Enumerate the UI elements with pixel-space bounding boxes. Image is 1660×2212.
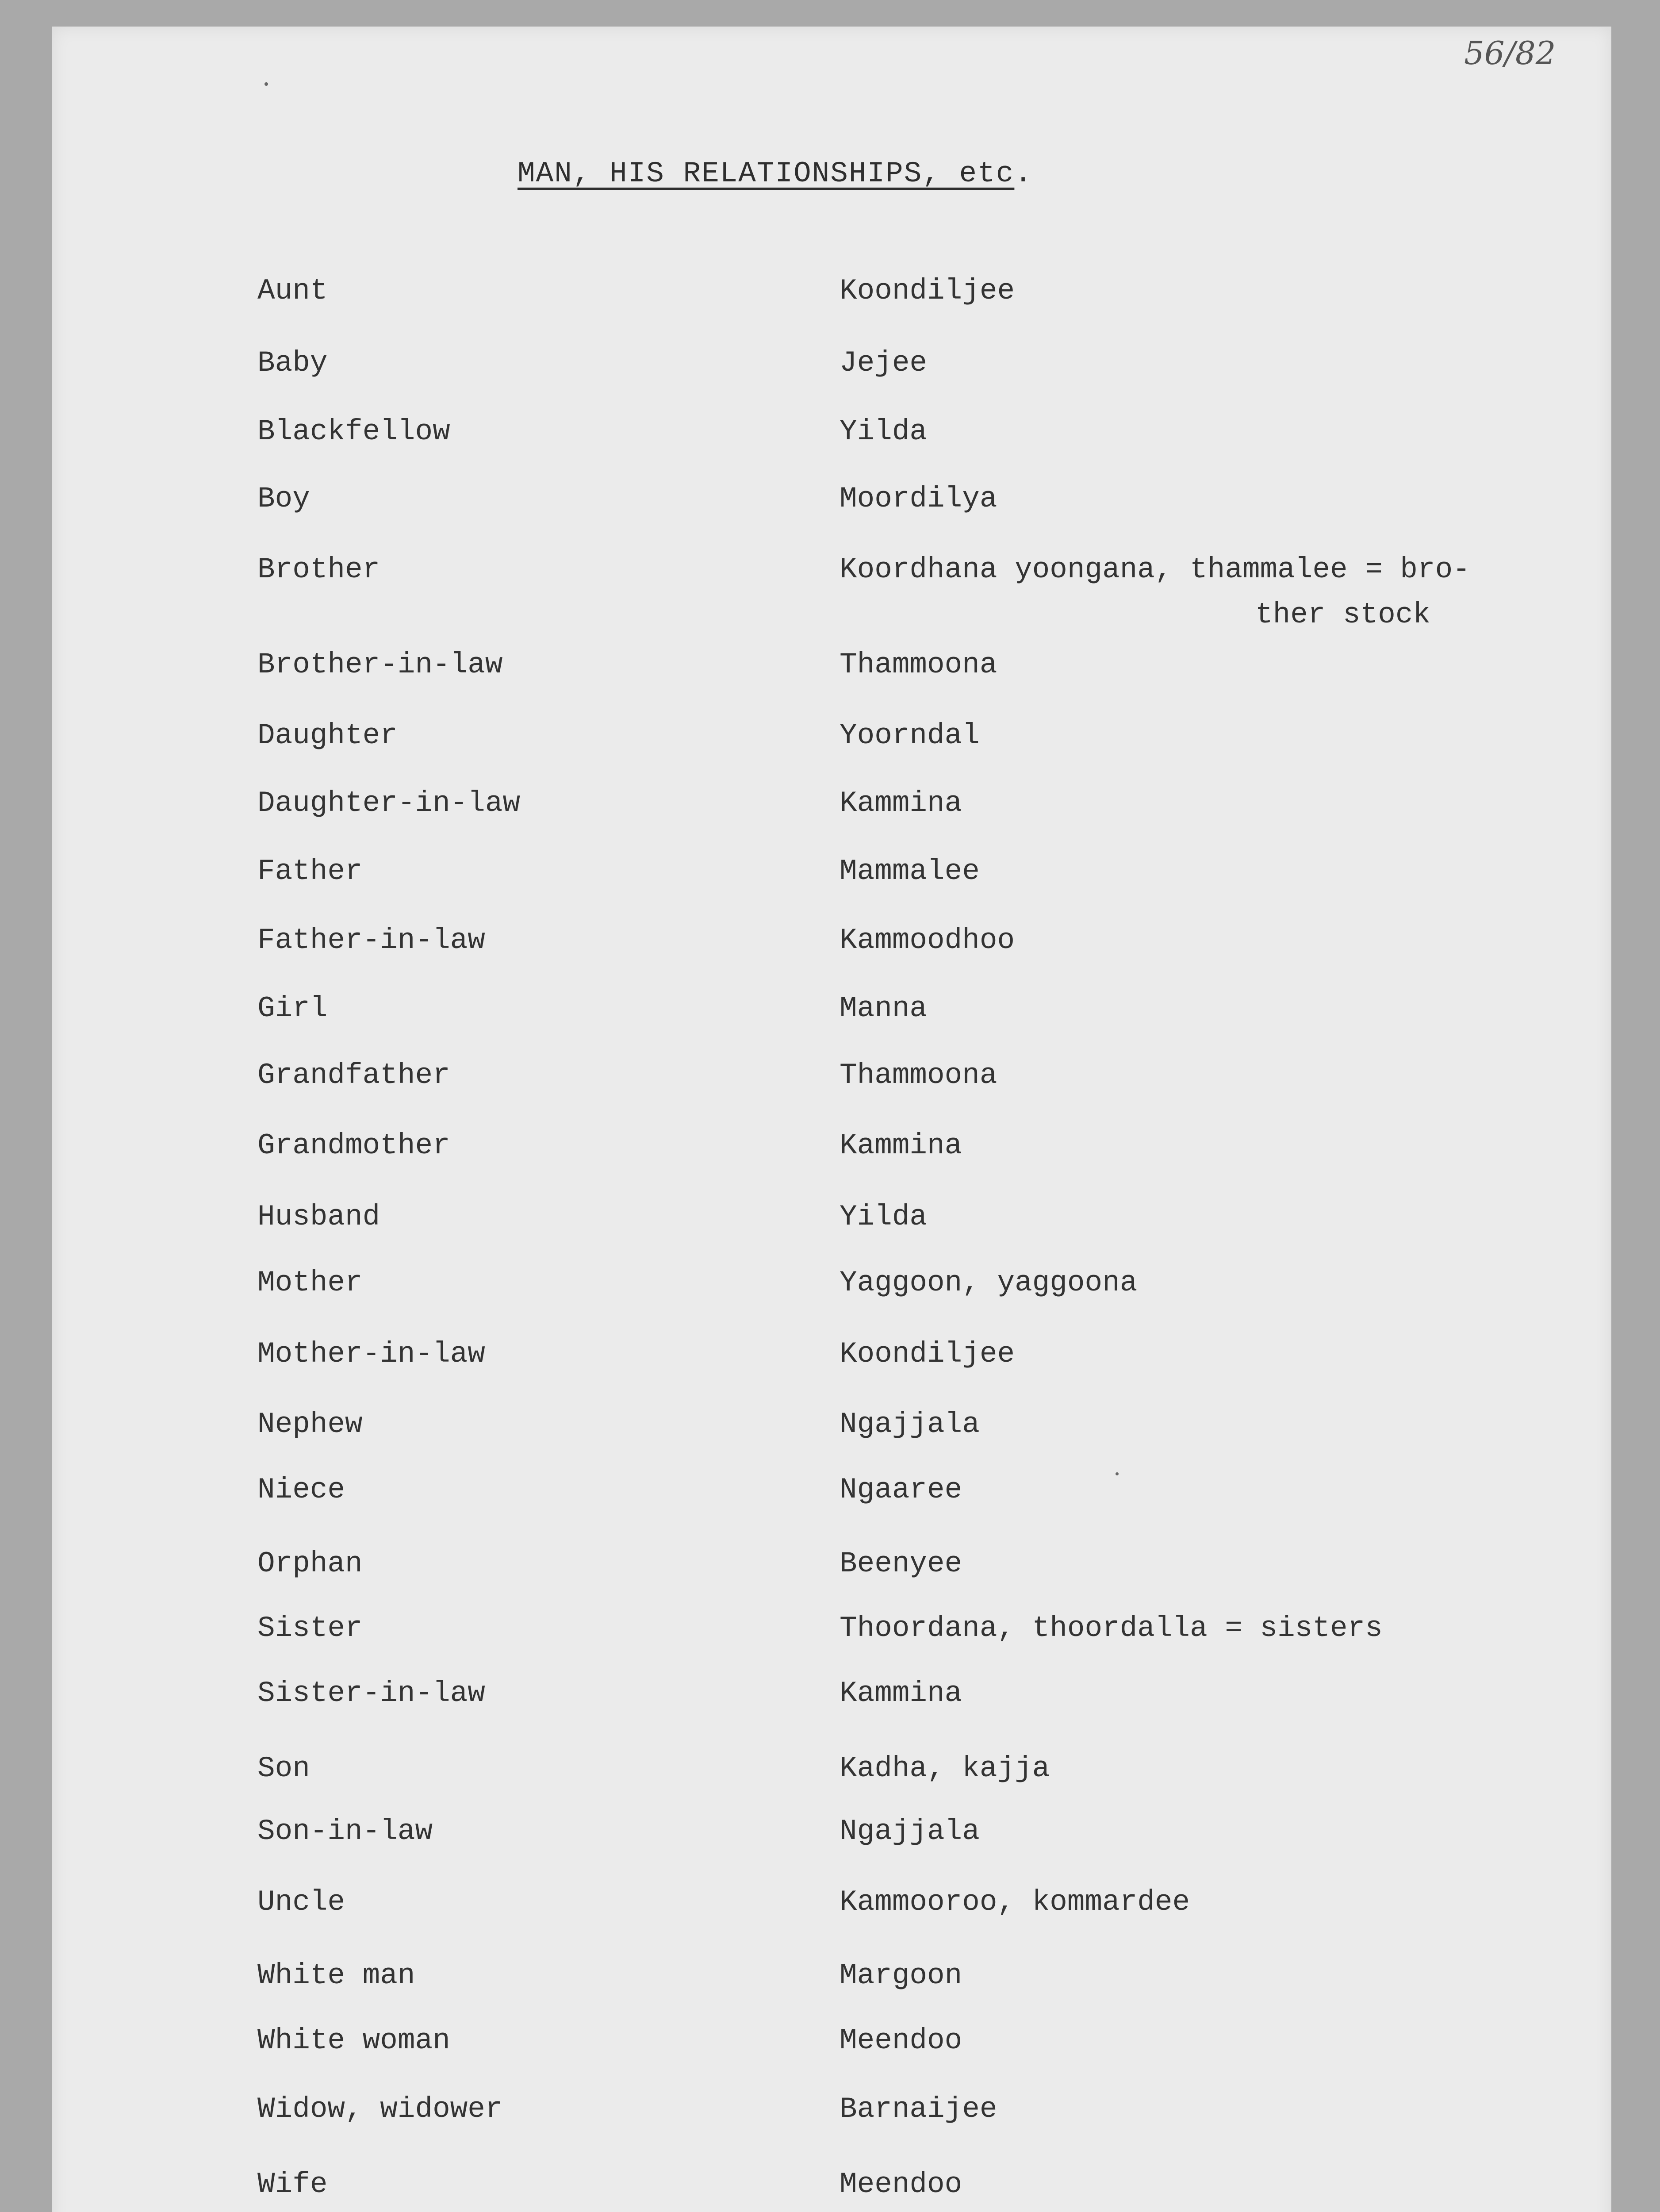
entry-term: Uncle (257, 1886, 345, 1919)
entry-meaning: Barnaijee (840, 2093, 997, 2126)
entry-term: Wife (257, 2168, 328, 2201)
entry-term: Husband (257, 1200, 380, 1233)
entry-term: White woman (257, 2024, 450, 2057)
entry-row (0, 1337, 1660, 1390)
entry-meaning: Ngajjala (840, 1408, 980, 1441)
entry-meaning: Thammoona (840, 648, 997, 681)
entry-row (0, 1959, 1660, 2012)
entry-meaning: Yilda (840, 1200, 928, 1233)
entry-term: Father (257, 855, 363, 888)
entry-row (0, 2024, 1660, 2077)
entry-row (0, 992, 1660, 1045)
entry-row (0, 719, 1660, 772)
entry-term: Daughter-in-law (257, 787, 521, 820)
entry-row (0, 2168, 1660, 2212)
entry-term: Blackfellow (257, 415, 450, 448)
entry-term: White man (257, 1959, 415, 1992)
entry-term: Mother (257, 1266, 363, 1299)
entry-term: Sister-in-law (257, 1677, 485, 1710)
entry-term: Girl (257, 992, 328, 1025)
entry-term: Son-in-law (257, 1815, 433, 1848)
entry-row (0, 1612, 1660, 1665)
entry-term: Boy (257, 482, 310, 515)
entry-term: Niece (257, 1473, 345, 1506)
entry-row (0, 1815, 1660, 1868)
entry-meaning: Kadha, kajja (840, 1752, 1050, 1785)
entry-meaning: Kammina (840, 1677, 962, 1710)
entry-term: Baby (257, 346, 328, 380)
entry-row (0, 1266, 1660, 1319)
paper-speck (265, 82, 268, 86)
entry-meaning: Mammalee (840, 855, 980, 888)
entry-meaning: Beenyee (840, 1547, 962, 1580)
entry-meaning: Kammooroo, kommardee (840, 1886, 1190, 1919)
entry-meaning: Kammina (840, 1129, 962, 1162)
entry-row (0, 274, 1660, 327)
entry-row (0, 482, 1660, 535)
entry-meaning: Yilda (840, 415, 928, 448)
page-title (518, 157, 1033, 190)
entry-row (0, 924, 1660, 977)
entry-row (0, 415, 1660, 468)
entry-meaning: Ngajjala (840, 1815, 980, 1848)
entry-meaning: Kammoodhoo (840, 924, 1015, 957)
entry-row (0, 1200, 1660, 1253)
entry-meaning: Koondiljee (840, 1337, 1015, 1371)
entry-meaning: Meendoo (840, 2024, 962, 2057)
entry-meaning: Moordilya (840, 482, 997, 515)
paper-speck (1116, 1472, 1119, 1475)
entry-row (0, 1408, 1660, 1461)
entry-term: Orphan (257, 1547, 363, 1580)
entry-meaning: Koondiljee (840, 274, 1015, 307)
entry-row (0, 1547, 1660, 1600)
entry-row (0, 855, 1660, 908)
entry-term: Mother-in-law (257, 1337, 485, 1371)
entry-term: Brother-in-law (257, 648, 503, 681)
entry-meaning: Meendoo (840, 2168, 962, 2201)
entry-term: Grandfather (257, 1059, 450, 1092)
entry-row (0, 1752, 1660, 1805)
entry-meaning: Jejee (840, 346, 928, 380)
entry-row (0, 346, 1660, 399)
entry-meaning: Manna (840, 992, 928, 1025)
entry-term: Nephew (257, 1408, 363, 1441)
entry-row (0, 1059, 1660, 1112)
page-title-period: . (1014, 157, 1033, 190)
entry-term: Son (257, 1752, 310, 1785)
entry-meaning: Yaggoon, yaggoona (840, 1266, 1138, 1299)
entry-term: Daughter (257, 719, 398, 752)
entry-meaning: Thoordana, thoordalla = sisters (840, 1612, 1383, 1645)
entry-term: Sister (257, 1612, 363, 1645)
entry-meaning: Kammina (840, 787, 962, 820)
entry-meaning: Thammoona (840, 1059, 997, 1092)
entry-meaning: Koordhana yoongana, thammalee = bro- (840, 553, 1470, 586)
entry-meaning-continuation: ther stock (1255, 598, 1431, 631)
entry-meaning: Margoon (840, 1959, 962, 1992)
entry-row (0, 2093, 1660, 2146)
entry-term: Father-in-law (257, 924, 485, 957)
entry-row (0, 1129, 1660, 1182)
folio-number: 56/82 (1464, 35, 1556, 72)
entry-row (0, 1473, 1660, 1526)
entry-meaning: Ngaaree (840, 1473, 962, 1506)
page-title-text: MAN, HIS RELATIONSHIPS, etc (518, 157, 1015, 190)
entry-term: Widow, widower (257, 2093, 503, 2126)
entry-row (0, 648, 1660, 701)
entry-row (0, 1677, 1660, 1730)
entry-term: Grandmother (257, 1129, 450, 1162)
entry-row (0, 787, 1660, 840)
entry-term: Aunt (257, 274, 328, 307)
entry-row (0, 1886, 1660, 1939)
entry-term: Brother (257, 553, 380, 586)
entry-meaning: Yoorndal (840, 719, 980, 752)
